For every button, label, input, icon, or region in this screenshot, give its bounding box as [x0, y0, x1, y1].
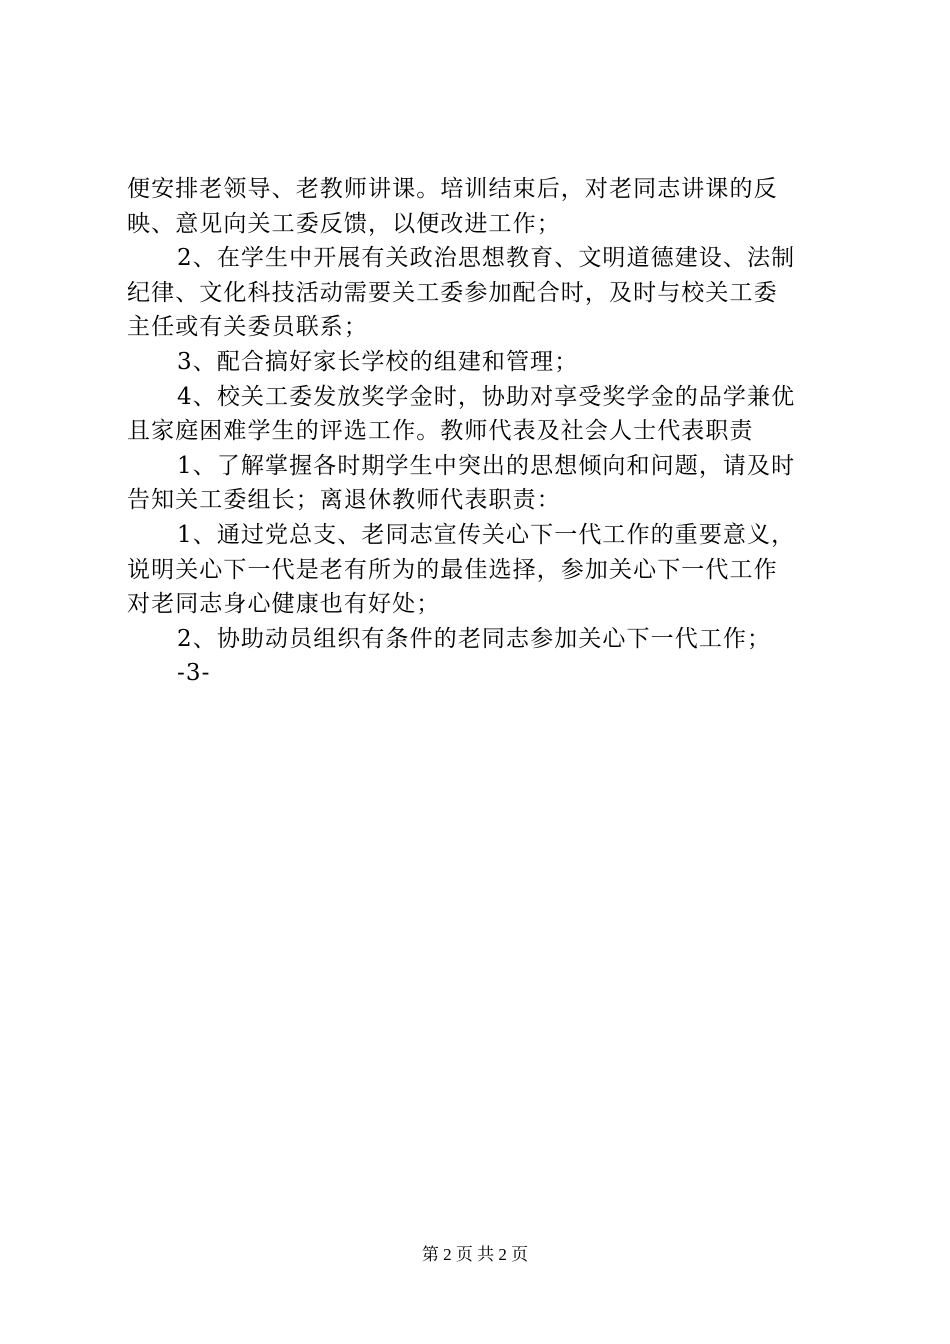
text-line: 映、意见向关工委反馈，以便改进工作；	[127, 210, 561, 237]
document-body	[127, 172, 847, 691]
text-line: 2、协助动员组织有条件的老同志参加关心下一代工作；	[177, 625, 772, 652]
text-line: 告知关工委组长；离退休教师代表职责：	[127, 487, 561, 514]
text-line: 主任或有关委员联系；	[127, 314, 368, 341]
text-line: 2、在学生中开展有关政治思想教育、文明道德建设、法制	[177, 245, 796, 272]
text-line: 对老同志身心健康也有好处；	[127, 591, 441, 618]
footer-page-label: 第 2 页 共 2 页	[421, 1245, 529, 1264]
page-number-inline: -3-	[177, 660, 211, 687]
text-line: 1、通过党总支、老同志宣传关心下一代工作的重要意义，	[177, 521, 796, 548]
text-line: 说明关心下一代是老有所为的最佳选择，参加关心下一代工作	[127, 556, 778, 583]
text-line: 便安排老领导、老教师讲课。培训结束后，对老同志讲课的反	[127, 176, 778, 202]
text-line: 4、校关工委发放奖学金时，协助对享受奖学金的品学兼优	[177, 383, 796, 410]
text-line: 3、配合搞好家长学校的组建和管理；	[177, 348, 579, 375]
page-footer	[0, 1244, 950, 1266]
text-line: 且家庭困难学生的评选工作。教师代表及社会人士代表职责	[127, 418, 754, 445]
text-line: 纪律、文化科技活动需要关工委参加配合时，及时与校关工委	[127, 279, 778, 306]
text-line: 1、了解掌握各时期学生中突出的思想倾向和问题，请及时	[177, 452, 796, 479]
